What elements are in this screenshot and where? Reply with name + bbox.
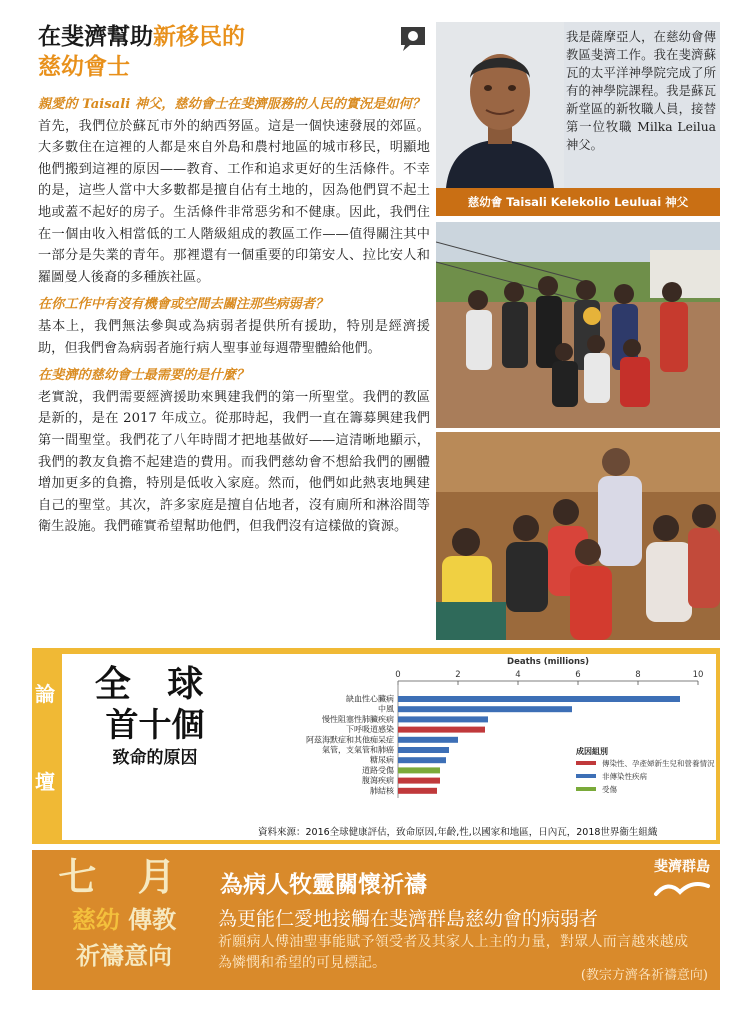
x-tick-label: 4 [515, 670, 521, 680]
legend-entry: 傳染性、孕產婦新生兒和營養情況 [602, 759, 715, 768]
portrait-box [436, 22, 720, 216]
bar [398, 788, 437, 794]
x-tick-label: 10 [692, 670, 704, 680]
bar [398, 757, 446, 763]
bar [398, 706, 572, 712]
prayer-attribution: (教宗方濟各祈禱意向) [580, 968, 708, 983]
article-title [38, 22, 368, 82]
category-label: 肺結核 [370, 786, 394, 796]
youth-group-photo [436, 222, 720, 428]
prayer-title: 為病人牧靈關懷祈禱 [220, 872, 427, 898]
prayer-line-2: 祈願病人傅油聖事能賦予領受者及其家人上主的力量，對眾人而言越來越成為憐憫和希望的可見標記。 [218, 934, 688, 971]
title-line-1 [38, 22, 368, 52]
chat-bubble-icon [398, 24, 428, 52]
category-label: 下呼吸道感染 [346, 725, 394, 735]
legend-swatch [576, 774, 596, 778]
forum-side-label [32, 648, 58, 844]
bar [398, 747, 449, 753]
chart-headline [80, 664, 230, 772]
month-block [44, 852, 204, 974]
question-3: 在斐濟的慈幼會士最需要的是什麼？ [38, 368, 249, 384]
legend-swatch [576, 787, 596, 791]
question-2: 在你工作中有沒有機會或空間去關注那些病弱者？ [38, 297, 329, 313]
chart-panel [62, 654, 716, 840]
bar [398, 767, 440, 773]
headline-line-3: 致命的原因 [112, 748, 198, 768]
bar [398, 737, 458, 743]
headline-line-1: 全 球 [94, 664, 216, 705]
priest-portrait-photo [436, 22, 564, 188]
bar [398, 716, 488, 722]
side-label-char-2: 壇 [35, 770, 55, 794]
month-label: 七 月 [58, 855, 190, 899]
group-discussion-photo [436, 432, 720, 640]
month-subtitle-2: 祈禱意向 [76, 942, 172, 970]
headline-line-2: 首十個 [105, 705, 205, 744]
forum-chart-section [32, 648, 720, 844]
month-subtitle-1 [44, 902, 204, 938]
category-label: 腹瀉疾病 [362, 776, 394, 786]
region-badge [652, 856, 712, 898]
youth-group-illustration [436, 222, 720, 428]
subtitle-salesian: 慈幼 [71, 906, 120, 934]
category-label: 氣管，支氣管和肺癌 [322, 745, 394, 755]
x-axis-label: Deaths (millions) [507, 657, 589, 667]
bar [398, 727, 485, 733]
category-label: 缺血性心臟病 [346, 694, 394, 704]
priest-portrait-illustration [436, 22, 564, 188]
bar [398, 696, 680, 702]
wave-icon [652, 878, 712, 898]
side-label-char-1: 論 [35, 682, 55, 706]
legend-entry: 受傷 [602, 785, 617, 794]
chart-source-note: 資料來源：2016全球健康評估，致命原因,年齡,性,以國家和地區，日內瓦，2018世界衞生組織 [258, 827, 658, 838]
category-label: 慢性阻塞性肺臟疾病 [322, 714, 394, 724]
title-line-2: 慈幼會士 [38, 54, 130, 80]
answer-3: 老實說，我們需要經濟援助來興建我們的第一所聖堂。我們的教區是新的，是在 2017 年成立。從那時起，我們一直在籌募興建我們第一間聖堂。我們花了八年時間才把地基做好——這清晰地顯示，我們的教友負擔不起建造的費用。而我們慈幼會不想給我們的團體增加更多的負擔，特別是低收入家庭。然而，他們如此熱衷地興建自己的聖堂。其次，許多家庭是擅自佔地者，沒有廁所和淋浴間等衛生設施。我們確實希望幫助他們，但我們沒有這樣做的資源。 [38, 389, 430, 535]
x-tick-label: 2 [455, 670, 461, 680]
bar [398, 778, 440, 784]
region-label: 斐濟群島 [654, 859, 710, 875]
prayer-intention-section [32, 850, 720, 990]
category-label: 阿茲海默症和其他痴呆症 [306, 735, 394, 745]
title-highlight: 新移民的 [153, 24, 245, 50]
x-tick-label: 8 [635, 670, 641, 680]
top10-causes-bar-chart [222, 654, 716, 826]
x-tick-label: 6 [575, 670, 581, 680]
category-label: 中風 [378, 704, 394, 714]
group-discussion-illustration [436, 432, 720, 640]
interview-article [38, 94, 430, 544]
portrait-caption: 慈幼會 Taisali Kelekolio Leuluai 神父 [436, 188, 720, 216]
legend-entry: 非傳染性疾病 [602, 772, 647, 781]
prayer-line-1: 為更能仁愛地接觸在斐濟群島慈幼會的病弱者 [218, 908, 599, 930]
title-part-1: 在斐濟幫助 [38, 24, 153, 50]
question-1: 親愛的 Taisali 神父，慈幼會士在斐濟服務的人民的實況是如何？ [38, 97, 425, 112]
legend-title: 成因組別 [576, 747, 608, 756]
answer-1: 首先，我們位於蘇瓦市外的納西努區。這是一個快速發展的郊區。大多數住在這裡的人都是來自外島和農村地區的城市移民，明顯地他們搬到這裡的原因——教育、工作和追求更好的生活條件。不幸的是，這些人當中大多數都是擅自佔有土地的，因為他們買不起土地或蓋不起好的房子。生活條件非常惡劣和不健康。因此，我們住在一個由收入相當低的工人階級組成的教區工作——值得關注其中一部分是失業的青年。那裡還有一個重要的印第安人、拉比安人和羅圖曼人後裔的多種族社區。 [38, 118, 430, 285]
answer-2: 基本上，我們無法參與或為病弱者提供所有援助，特別是經濟援助，但我們會為病弱者施行病人聖事並每週帶聖體給他們。 [38, 318, 430, 356]
category-label: 道路受傷 [362, 765, 394, 775]
priest-bio: 我是薩摩亞人，在慈幼會傳教區斐濟工作。我在斐濟蘇瓦的太平洋神學院完成了所有的神學院課程。我是蘇瓦新堂區的新牧職人員，接替第一位牧職 Milka Leilua 神父。 [566, 30, 716, 152]
subtitle-mission: 傳教 [128, 906, 177, 934]
legend-swatch [576, 761, 596, 765]
category-label: 糖尿病 [370, 755, 394, 765]
x-tick-label: 0 [395, 670, 401, 680]
